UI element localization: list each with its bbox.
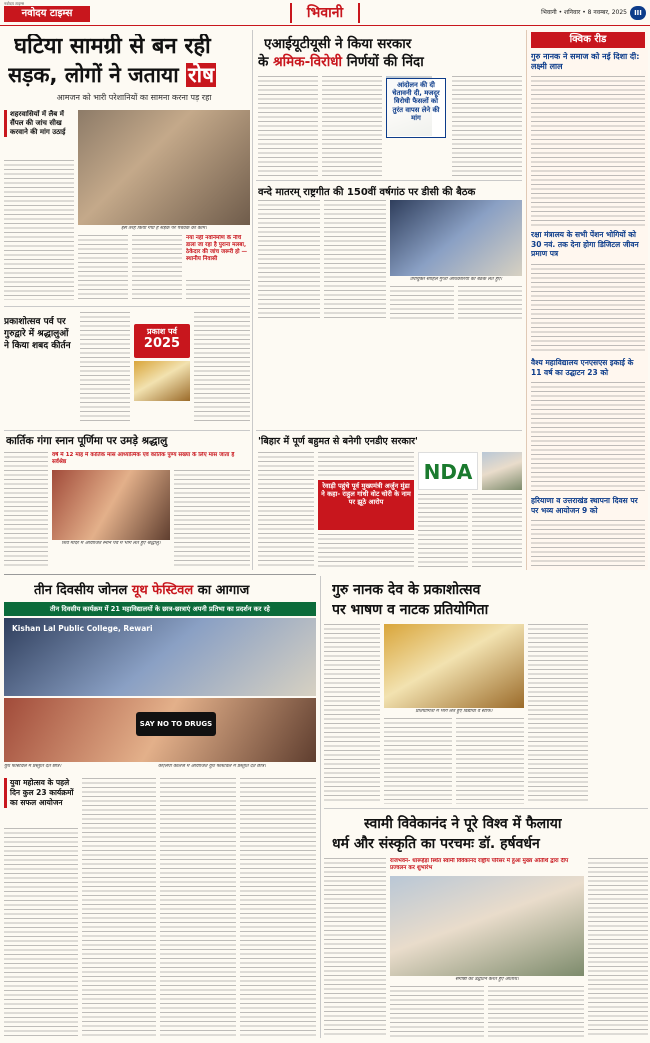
guru-body-col4	[528, 624, 588, 804]
youth-headline-b: यूथ फेस्टिवल	[131, 583, 194, 598]
youth-headline-a: तीन दिवसीय जोनल	[34, 583, 132, 598]
drugs-sign	[136, 712, 216, 736]
youth-subheading: युवा महोत्सव के पहले दिन कुल 23 कार्यक्रमों का सफल आयोजन	[4, 778, 78, 808]
youth-body-col1	[4, 828, 78, 1038]
prakash-body-col2	[194, 312, 250, 422]
prakash-badge	[134, 324, 190, 358]
vande-headline: वन्दे मातरम् राष्ट्रगीत की 150वीं वर्षगांठ पर डीसी की बैठक	[258, 187, 476, 198]
aituc-headline-2	[258, 52, 522, 70]
vivek-photo	[390, 876, 584, 976]
lead-quote	[186, 235, 250, 275]
bihar-body-col2	[318, 452, 414, 476]
vivek-body-col4	[588, 858, 648, 1038]
lead-quote-text: नया नहीं नवनिर्माण के नीचे डाला जा रहा है पुराना मलबा, ठेकेदार की जांच जरूरी हो — स्थानीय निवासी	[186, 235, 248, 262]
bihar-body-col3	[318, 534, 414, 568]
quick-item-2-heading: रक्षा मंत्रालय के सभी पेंशन भोगियों को 30 नवं. तक देना होगा डिजिटल जीवन प्रमाण पत्र	[531, 230, 639, 258]
lead-body-col4	[186, 280, 250, 300]
quick-item-1-heading: गुरु नानक ने समाज को नई दिशा दी: लक्ष्मी लाल	[531, 52, 640, 71]
lead-headline-2-text: सड़क, लोगों ने जताया	[8, 63, 186, 87]
youth-photo-caption-2: केएलपी कॉलेज में आयोजित युथ फेस्टिवल में प्रस्तुति देते छात्र।	[158, 764, 266, 769]
kartik-photo-caption: शिव मंदिर में आयोजित स्नान पर्व में भाग लेते हुए श्रद्धालु।	[61, 541, 161, 546]
vande-body-col2	[324, 200, 386, 320]
kartik-headline: कार्तिक गंगा स्नान पूर्णिमा पर उमड़े श्रद्धालु	[6, 435, 168, 447]
quick-item-2-body	[531, 264, 645, 354]
vivek-body-col2	[390, 986, 484, 1038]
quick-item-1-body	[531, 76, 645, 226]
page-number: III	[630, 6, 646, 20]
prakash-side-text: प्रकाशोत्सव पर्व पर गुरुद्वारे में श्रद्धालुओं ने किया शबद कीर्तन	[4, 317, 71, 351]
bihar-headline: 'बिहार में पूर्ण बहुमत से बनेगी एनडीए सरकार'	[258, 436, 418, 447]
bihar-body-col1	[258, 452, 314, 568]
quick-read	[526, 30, 648, 570]
guru-body-col2	[384, 718, 452, 804]
kartik-subhead: वर्ष में 12 माह में कार्तिक मास आध्यात्मिक एवं कार्तिक पुण्य संख्या के लिए मास जाता है सर्वश्रेष्ठ	[52, 452, 235, 465]
vivek-body-col3	[488, 986, 584, 1038]
bihar-body-col4	[418, 494, 468, 568]
youth-banner: तीन दिवसीय कार्यक्रम में 21 महाविद्यालयों के छात्र-छात्राएं अपनी प्रतिभा का प्रदर्शन कर रहे	[4, 602, 316, 616]
youth-body-col3	[160, 778, 236, 1038]
aituc-headline-2b: श्रमिक-विरोधी	[273, 54, 342, 70]
prakash-body-col1	[80, 312, 130, 422]
youth-body-col4	[240, 778, 316, 1038]
vivek-subhead: राजभवन- धारूहेड़ा स्थित स्वामी विवेकानंद राष्ट्रीय परिसर में हुआ मुख्य अतिथि द्वारा दीप प्रज्वलन कर शुभारंभ	[390, 858, 569, 871]
aituc-body-col3	[452, 76, 522, 176]
quick-item-4-heading: हरियाणा व उत्तराखंड स्थापना दिवस पर पर भव्य आयोजन 9 को	[531, 496, 638, 515]
guru-photo	[384, 624, 524, 708]
prakash-story	[4, 306, 250, 426]
guru-body-col3	[456, 718, 524, 804]
guru-headline-2: पर भाषण व नाटक प्रतियोगिता	[332, 602, 489, 618]
date-line: भिवानी • शनिवार • 8 नवम्बर, 2025	[541, 9, 627, 16]
vivek-body-col1	[324, 858, 386, 1038]
vande-photo	[390, 200, 522, 276]
lead-body-col1	[4, 160, 74, 300]
aituc-headline-2a: के	[258, 54, 274, 70]
lead-body-col2	[78, 235, 128, 300]
kartik-story	[4, 430, 250, 570]
youth-headline	[34, 580, 316, 598]
kartik-body-col2	[174, 470, 250, 568]
lead-photo-caption: इस तरह किया गया है सड़क पर पैचवर्क का काम।	[121, 226, 207, 231]
paper-name-small: नवोदय टाइम्स	[4, 1, 25, 6]
vivek-headline-1: स्वामी विवेकानंद ने पूरे विश्व में फैलाया	[364, 816, 562, 832]
vande-body-col1	[258, 200, 320, 320]
bihar-callout	[318, 480, 414, 530]
vande-story	[256, 180, 522, 325]
bihar-callout-text: रेवाड़ी पहुंचे पूर्व मुख्यमंत्री अर्जुन मुंडा ने कहा- राहुल गांधी वोट चोरी के नाम पर झूठे आरोप	[321, 482, 411, 507]
kartik-body-col1	[4, 452, 48, 568]
guru-photo-caption: प्रतियोगिता में भाग लेते हुए विद्यार्थी व स्टाफ।	[415, 709, 493, 714]
guru-body-col1	[324, 624, 380, 804]
paper-logo: नवोदय टाइम्स	[4, 6, 90, 22]
bihar-story	[256, 430, 522, 570]
section-title: भिवानी	[290, 3, 360, 23]
prakash-photo	[134, 361, 190, 401]
guru-headline-1: गुरु नानक देव के प्रकाशोत्सव	[332, 582, 481, 598]
nda-logo	[418, 452, 478, 490]
nda-logo-text: NDA	[423, 460, 473, 484]
youth-photo-stage	[4, 618, 316, 696]
aituc-body-col1	[258, 76, 318, 176]
bihar-body-col5	[472, 494, 522, 568]
prakash-badge-label: प्रकाश पर्व	[147, 327, 177, 336]
aituc-story	[256, 30, 522, 180]
drugs-sign-text: SAY NO TO DRUGS	[139, 720, 213, 728]
vivek-headline-2: धर्म और संस्कृति का परचमः डॉ. हर्षवर्धन	[332, 836, 540, 852]
youth-photo-performance	[4, 698, 316, 762]
college-banner-text: Kishan Lal Public College, Rewari	[12, 624, 153, 633]
youth-headline-c: का आगाज	[193, 583, 250, 598]
youth-story	[4, 574, 316, 1040]
lead-headline-2	[8, 62, 250, 88]
youth-photo-caption: युथ फेस्टिवल में प्रस्तुति देते छात्र।	[4, 764, 62, 769]
vande-body-col4	[458, 286, 522, 320]
aituc-headline-1: एआईयूटीयूसी ने किया सरकार	[264, 36, 412, 52]
bihar-photo	[482, 452, 522, 490]
prakash-badge-year: 2025	[143, 336, 181, 351]
aituc-callout	[386, 78, 446, 138]
aituc-headline-2c: निर्णयों की निंदा	[342, 54, 424, 70]
quick-item-4-body	[531, 520, 645, 568]
quick-item-3-body	[531, 382, 645, 492]
lead-side-heading-text: शहरवासियों में लैब में सैंपल की जांच सीख करवाने की मांग उठाई	[4, 110, 74, 137]
youth-body-col2	[82, 778, 156, 1038]
lead-subhead: आमजन को भारी परेशानियों का सामना करना पड़ रहा	[56, 93, 212, 102]
kartik-photo	[52, 470, 170, 540]
quick-read-title: क्विक रीड	[531, 32, 645, 48]
masthead	[0, 0, 650, 26]
aituc-body-col2	[322, 76, 382, 176]
lead-headline-1: घटिया सामग्री से बन रही	[14, 34, 211, 59]
quick-item-3-heading: वैश्य महाविद्यालय एनएसएस इकाई के 11 वर्ष का उद्घाटन 23 को	[531, 358, 634, 377]
guru-story	[324, 576, 648, 806]
lead-body-col3	[132, 235, 182, 300]
lead-headline-2-red: रोष	[187, 63, 215, 87]
vivek-story	[324, 808, 648, 1040]
vande-body-col3	[390, 286, 454, 320]
vande-photo-caption: उपायुक्त साहिल गुप्ता अधिकारियों की बैठक लेते हुए।	[409, 277, 503, 282]
lead-photo	[78, 110, 250, 225]
lead-story	[4, 30, 250, 300]
aituc-callout-text: आंदोलन की दी चेतावनी दी, मजदूर विरोधी फैसलों को तुरंत वापस लेने की मांग	[392, 81, 440, 122]
vivek-photo-caption: संगोष्ठी का उद्घाटन करते हुए अतिथि।	[455, 977, 519, 982]
